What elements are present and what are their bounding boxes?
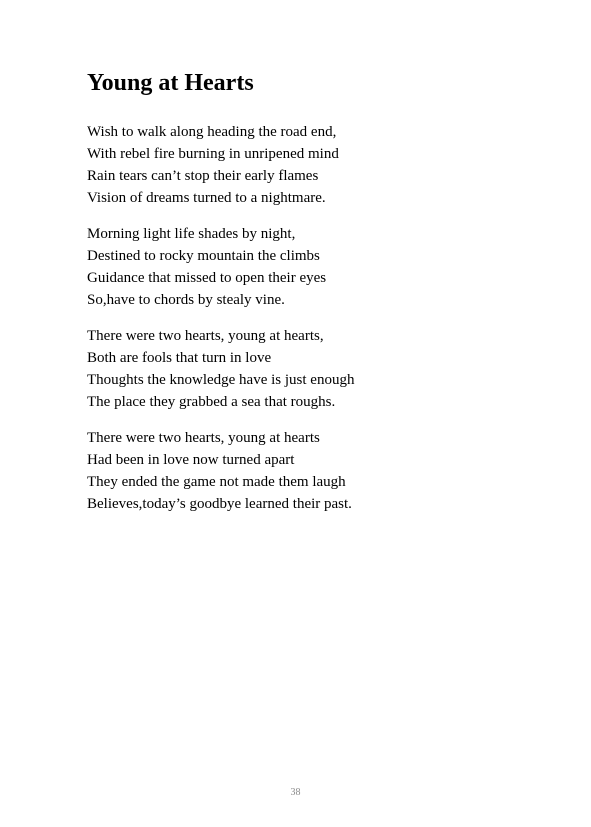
stanza-4 (87, 427, 547, 515)
poem-line: The place they grabbed a sea that roughs. (87, 394, 336, 410)
stanza-2 (87, 223, 547, 311)
poem-line: There were two hearts, young at hearts (87, 430, 320, 446)
stanza-1 (87, 121, 547, 209)
poem-title: Young at Hearts (87, 70, 254, 96)
poem-line: Rain tears can’t stop their early flames (87, 168, 319, 184)
poem-line: Believes,today’s goodbye learned their past. (87, 496, 352, 512)
poem-line: Guidance that missed to open their eyes (87, 270, 327, 286)
poem-body (87, 121, 547, 529)
poem-line: Morning light life shades by night, (87, 226, 296, 242)
poem-line: Destined to rocky mountain the climbs (87, 248, 320, 264)
poem-line: There were two hearts, young at hearts, (87, 328, 324, 344)
poem-line: Wish to walk along heading the road end, (87, 124, 337, 140)
poem-line: Vision of dreams turned to a nightmare. (87, 190, 326, 206)
stanza-3 (87, 325, 547, 413)
poem-line: They ended the game not made them laugh (87, 474, 346, 490)
poem-line: Both are fools that turn in love (87, 350, 272, 366)
page-number: 38 (290, 787, 301, 798)
poem-line: So,have to chords by stealy vine. (87, 292, 285, 308)
poem-line: Had been in love now turned apart (87, 452, 295, 468)
poem-line: Thoughts the knowledge have is just enough (87, 372, 355, 388)
poem-line: With rebel fire burning in unripened mind (87, 146, 339, 162)
